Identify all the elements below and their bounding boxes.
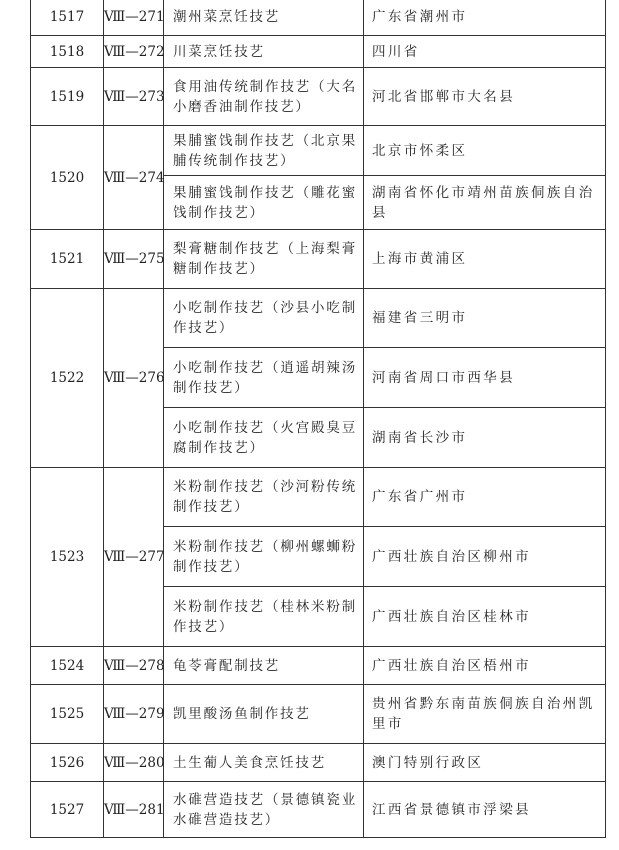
item-code: Ⅷ—279 (104, 685, 164, 744)
applicant-area: 江西省景德镇市浮梁县 (364, 782, 606, 838)
item-name: 水碓营造技艺（景德镇瓷业水碓营造技艺） (164, 782, 364, 838)
serial-number: 1524 (31, 647, 104, 685)
serial-number: 1522 (31, 289, 104, 468)
item-code: Ⅷ—276 (104, 289, 164, 468)
applicant-area: 澳门特别行政区 (364, 744, 606, 782)
applicant-area: 广西壮族自治区桂林市 (364, 587, 606, 647)
item-name: 米粉制作技艺（桂林米粉制作技艺） (164, 587, 364, 647)
applicant-area: 贵州省黔东南苗族侗族自治州凯里市 (364, 685, 606, 744)
applicant-area: 广西壮族自治区柳州市 (364, 527, 606, 587)
item-name: 食用油传统制作技艺（大名小磨香油制作技艺） (164, 68, 364, 126)
table-row (31, 744, 606, 782)
heritage-list-table (30, 0, 606, 838)
item-name: 果脯蜜饯制作技艺（北京果脯传统制作技艺） (164, 126, 364, 176)
item-name: 小吃制作技艺（逍遥胡辣汤制作技艺） (164, 348, 364, 408)
item-name: 川菜烹饪技艺 (164, 36, 364, 68)
applicant-area: 广东省广州市 (364, 468, 606, 527)
serial-number: 1521 (31, 230, 104, 289)
table-row (31, 685, 606, 744)
applicant-area: 湖南省怀化市靖州苗族侗族自治县 (364, 176, 606, 230)
item-name: 龟苓膏配制技艺 (164, 647, 364, 685)
table-row (31, 0, 606, 36)
item-code: Ⅷ—271 (104, 0, 164, 36)
applicant-area: 福建省三明市 (364, 289, 606, 348)
item-name: 小吃制作技艺（沙县小吃制作技艺） (164, 289, 364, 348)
table-row (31, 289, 606, 348)
applicant-area: 上海市黄浦区 (364, 230, 606, 289)
table-row (31, 36, 606, 68)
item-code: Ⅷ—275 (104, 230, 164, 289)
item-code: Ⅷ—272 (104, 36, 164, 68)
applicant-area: 河南省周口市西华县 (364, 348, 606, 408)
table-row (31, 468, 606, 527)
item-name: 凯里酸汤鱼制作技艺 (164, 685, 364, 744)
item-name: 潮州菜烹饪技艺 (164, 0, 364, 36)
item-name: 米粉制作技艺（柳州螺蛳粉制作技艺） (164, 527, 364, 587)
item-code: Ⅷ—274 (104, 126, 164, 230)
item-name: 米粉制作技艺（沙河粉传统制作技艺） (164, 468, 364, 527)
table-row (31, 126, 606, 176)
item-code: Ⅷ—273 (104, 68, 164, 126)
serial-number: 1523 (31, 468, 104, 647)
item-code: Ⅷ—278 (104, 647, 164, 685)
applicant-area: 河北省邯郸市大名县 (364, 68, 606, 126)
applicant-area: 广西壮族自治区梧州市 (364, 647, 606, 685)
table-row (31, 782, 606, 838)
applicant-area: 北京市怀柔区 (364, 126, 606, 176)
item-name: 小吃制作技艺（火宫殿臭豆腐制作技艺） (164, 408, 364, 468)
item-name: 梨膏糖制作技艺（上海梨膏糖制作技艺） (164, 230, 364, 289)
applicant-area: 四川省 (364, 36, 606, 68)
item-code: Ⅷ—281 (104, 782, 164, 838)
serial-number: 1518 (31, 36, 104, 68)
serial-number: 1527 (31, 782, 104, 838)
serial-number: 1525 (31, 685, 104, 744)
item-code: Ⅷ—280 (104, 744, 164, 782)
item-code: Ⅷ—277 (104, 468, 164, 647)
serial-number: 1517 (31, 0, 104, 36)
serial-number: 1520 (31, 126, 104, 230)
applicant-area: 湖南省长沙市 (364, 408, 606, 468)
serial-number: 1519 (31, 68, 104, 126)
table-row (31, 230, 606, 289)
applicant-area: 广东省潮州市 (364, 0, 606, 36)
table-row (31, 647, 606, 685)
item-name: 土生葡人美食烹饪技艺 (164, 744, 364, 782)
item-name: 果脯蜜饯制作技艺（雕花蜜饯制作技艺） (164, 176, 364, 230)
table-row (31, 68, 606, 126)
serial-number: 1526 (31, 744, 104, 782)
